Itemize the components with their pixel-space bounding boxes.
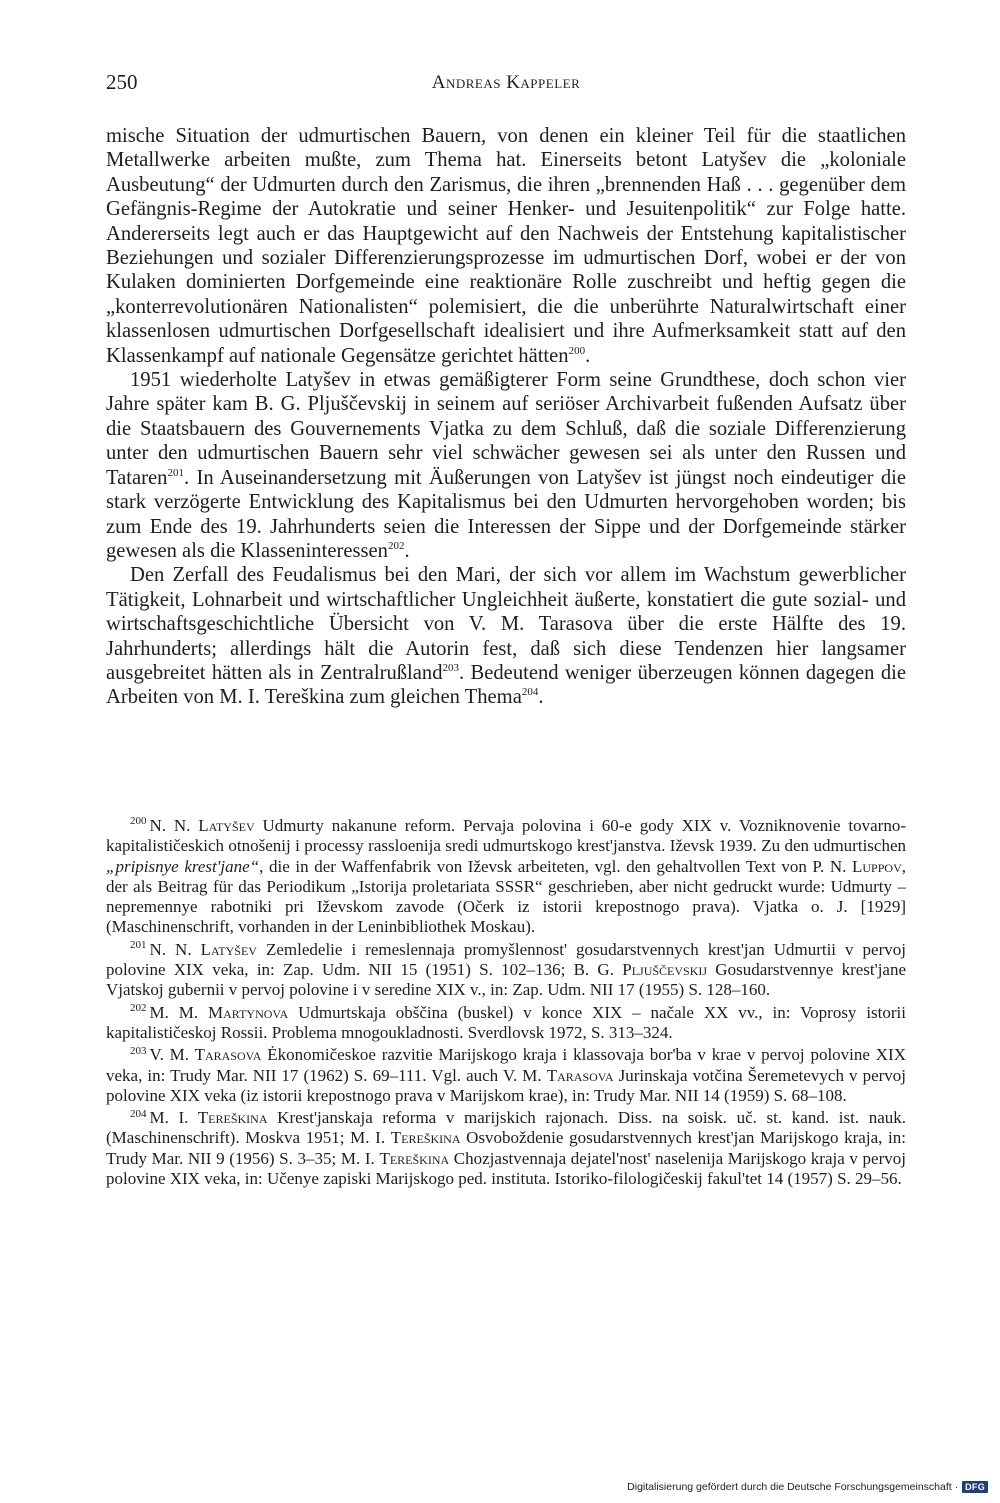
footnote-ref-200[interactable]: 200 [568, 344, 586, 357]
footnote-ref-204[interactable]: 204 [521, 686, 539, 699]
footnote-author: V. M. Tarasova [149, 1045, 262, 1065]
footnote-201 [106, 940, 906, 1001]
footnote-author: N. N. Latyšev [149, 939, 257, 959]
footnote-text: Chozjastvennaja dejatel'nost' naselenija Marijskogo kraja v pervoj polovine XIX veka, in: Učenye zapiski Marijskogo ped. instituta. Istoriko-filologičeskij fakul'tet 14 (1957) S. 29–56. [106, 1148, 906, 1189]
footnote-italic: „pripisnye krest'jane“ [106, 856, 260, 876]
footnote-ref-203[interactable]: 203 [442, 662, 459, 675]
running-head: Andreas Kappeler [431, 72, 581, 93]
footnote-text: Krest'janskaja reforma v marijskich rajonach. Diss. na soisk. uč. st. kand. ist. nauk. (Maschinenschrift). Moskva 1951; M. I. [106, 1108, 907, 1148]
footnote-author: Pljuščevskij [622, 960, 708, 980]
digitization-footer [627, 1481, 988, 1493]
paragraph-3 [106, 563, 906, 709]
footnote-text: Zemledelie i remeslennaja promyšlennost' gosudarstvennych krest'jan Udmurtii v pervoj polovine XIX veka, in: Zap. Udm. NII 15 (1951) S. 102–136; B. G. [106, 939, 906, 980]
footnote-number: 200 [130, 815, 147, 828]
footnote-text: , der als Beitrag für das Periodikum „Istorija proletariata SSSR“ geschrieben, aber nicht gedruckt wurde: Udmurty – nepremennye rabotniki pri Iževskom zavode (Očerk iz istorii krepostnogo prava). Vjatka o. J. [1929] (Maschinenschrift, vorhanden in der Leninbibliothek Moskau). [106, 856, 906, 937]
footnote-ref-202[interactable]: 202 [387, 540, 405, 553]
footnote-number: 201 [130, 939, 147, 952]
footnote-text: Gosudarstvennye krest'jane Vjatskoj gubernii v pervoj polovine i v seredine XIX v., in: Zap. Udm. NII 17 (1955) S. 128–160. [106, 960, 907, 1000]
footnote-author: M. M. Martynova [149, 1002, 289, 1022]
footnote-text: , die in der Waffenfabrik von Iževsk arbeiteten, vgl. den gehaltvollen Text von P. N. [259, 856, 852, 876]
footnotes [106, 816, 906, 1191]
footnote-204 [106, 1108, 906, 1189]
footnote-author: N. N. Latyšev [149, 816, 255, 835]
footnote-ref-201[interactable]: 201 [167, 466, 184, 479]
footnote-text: Jurinskaja votčina Šeremetevych v pervoj polovine XIX veka (iz istorii krepostnogo prava v Marijskom krae), in: Trudy Mar. NII 14 (1959) S. 68–108. [106, 1065, 906, 1105]
paragraph-2-text-a: 1951 wiederholte Latyšev in etwas gemäßigterer Form seine Grundthese, doch schon vier Jahre später kam B. G. Pljuščevskij in seinem auf seriöser Archivarbeit fußenden Aufsatz über die Staatsbauern des Gouvernements Vjatka zu dem Schluß, daß die soziale Differenzierung unter den udmurtischen Bauern sehr viel schwächer gewesen sei als unter den Russen und Tataren [106, 369, 906, 489]
footnote-200 [106, 816, 906, 938]
paragraph-1 [106, 124, 906, 368]
footnote-author: Tereškina [379, 1148, 450, 1168]
footnote-text: Udmurty nakanune reform. Pervaja polovina i 60-e gody XIX v. Vozniknovenie tovarno-kapitalističeskich otnošenij i processy rassloenija sredi udmurtskogo krest'janstva. Iževsk 1939. Zu den udmurtischen [106, 816, 906, 856]
paragraph-3-end: . [538, 686, 544, 709]
footer-text: Digitalisierung gefördert durch die Deutsche Forschungsgemeinschaft · [627, 1481, 959, 1493]
paragraph-2 [106, 368, 906, 563]
paragraph-2-text-b: . In Auseinandersetzung mit Äußerungen von Latyšev ist jüngst noch eindeutiger die stark verzögerte Entwicklung des Kapitalismus bei den Udmurten hervorgehoben worden; bis zum Ende des 19. Jahrhunderts seien die Interessen der Sippe und der Dorfgemeinde stärker gewesen als die Klasseninteressen [106, 466, 906, 562]
paragraph-3-text-b: . Bedeutend weniger überzeugen können dagegen die Arbeiten von M. I. Tereškina zum gleichen Thema [106, 661, 906, 709]
footnote-text: Osvoboždenie gosudarstvennych krest'jan Marijskogo kraja, in: Trudy Mar. NII 9 (1956) S. 3–35; M. I. [106, 1128, 906, 1168]
body-text [106, 124, 906, 710]
footnote-author: Luppov [852, 856, 902, 876]
paragraph-3-text-a: Den Zerfall des Feudalismus bei den Mari, der sich vor allem im Wachstum gewerblicher Tätigkeit, Lohnarbeit und wirtschaftlicher Ungleichheit äußerte, konstatiert die gute sozial- und wirtschaftsgeschichtliche Übersicht von V. M. Tarasova über die erste Hälfte des 19. Jahrhunderts; allerdings hält die Autorin fest, daß sich diese Tendenzen hier langsamer ausgebreitet hätten als in Zentralrußland [106, 564, 906, 684]
footnote-number: 203 [130, 1044, 147, 1057]
footnote-number: 204 [130, 1107, 147, 1120]
footnote-author: M. I. Tereškina [149, 1108, 268, 1128]
footnote-text: Udmurtskaja obščina (buskel) v konce XIX – načale XX vv., in: Voprosy istorii kapitalističeskoj Rossii. Problema mnogoukladnosti. Sverdlovsk 1972, S. 313–324. [106, 1002, 906, 1042]
footnote-202 [106, 1003, 906, 1044]
footnote-author: Tereškina [390, 1128, 461, 1148]
paragraph-1-text: mische Situation der udmurtischen Bauern, von denen ein kleiner Teil für die staatlichen Metallwerke arbeiten mußte, zum Thema hat. Einerseits betont Latyšev die „koloniale Ausbeutung“ der Udmurten durch den Zarismus, die ihren „brennenden Haß . . . gegenüber dem Gefängnis-Regime der Autokratie und seiner Henker- und Jesuitenpolitik“ zur Folge hatte. Andererseits legt auch er das Hauptgewicht auf den Nachweis der Entstehung kapitalistischer Beziehungen und sozialer Differenzierungsprozesse im udmurtischen Dorf, wobei er der von Kulaken dominierten Dorfgemeinde eine reaktionäre Rolle zuschreibt und heftig gegen die „konterrevolutionären Nationalisten“ polemisiert, die die unberührte Naturalwirtschaft einer klassenlosen udmurtischen Dorfgesellschaft idealisiert und ihre Aufmerksamkeit statt auf den Klassenkampf auf nationale Gegensätze gerichtet hätten [106, 125, 906, 367]
footnote-203 [106, 1045, 906, 1106]
dfg-logo: DFG [962, 1481, 988, 1493]
paragraph-1-end: . [585, 344, 591, 367]
footnote-author: Tarasova [546, 1065, 614, 1085]
footnote-text: Ėkonomičeskoe razvitie Marijskogo kraja i klassovaja bor'ba v krae v pervoj polovine XIX veka, in: Trudy Mar. NII 17 (1962) S. 69–111. Vgl. auch V. M. [106, 1045, 906, 1085]
page-number: 250 [106, 70, 138, 94]
footnote-number: 202 [130, 1002, 147, 1015]
paragraph-2-end: . [404, 539, 410, 562]
page-header [106, 70, 906, 100]
